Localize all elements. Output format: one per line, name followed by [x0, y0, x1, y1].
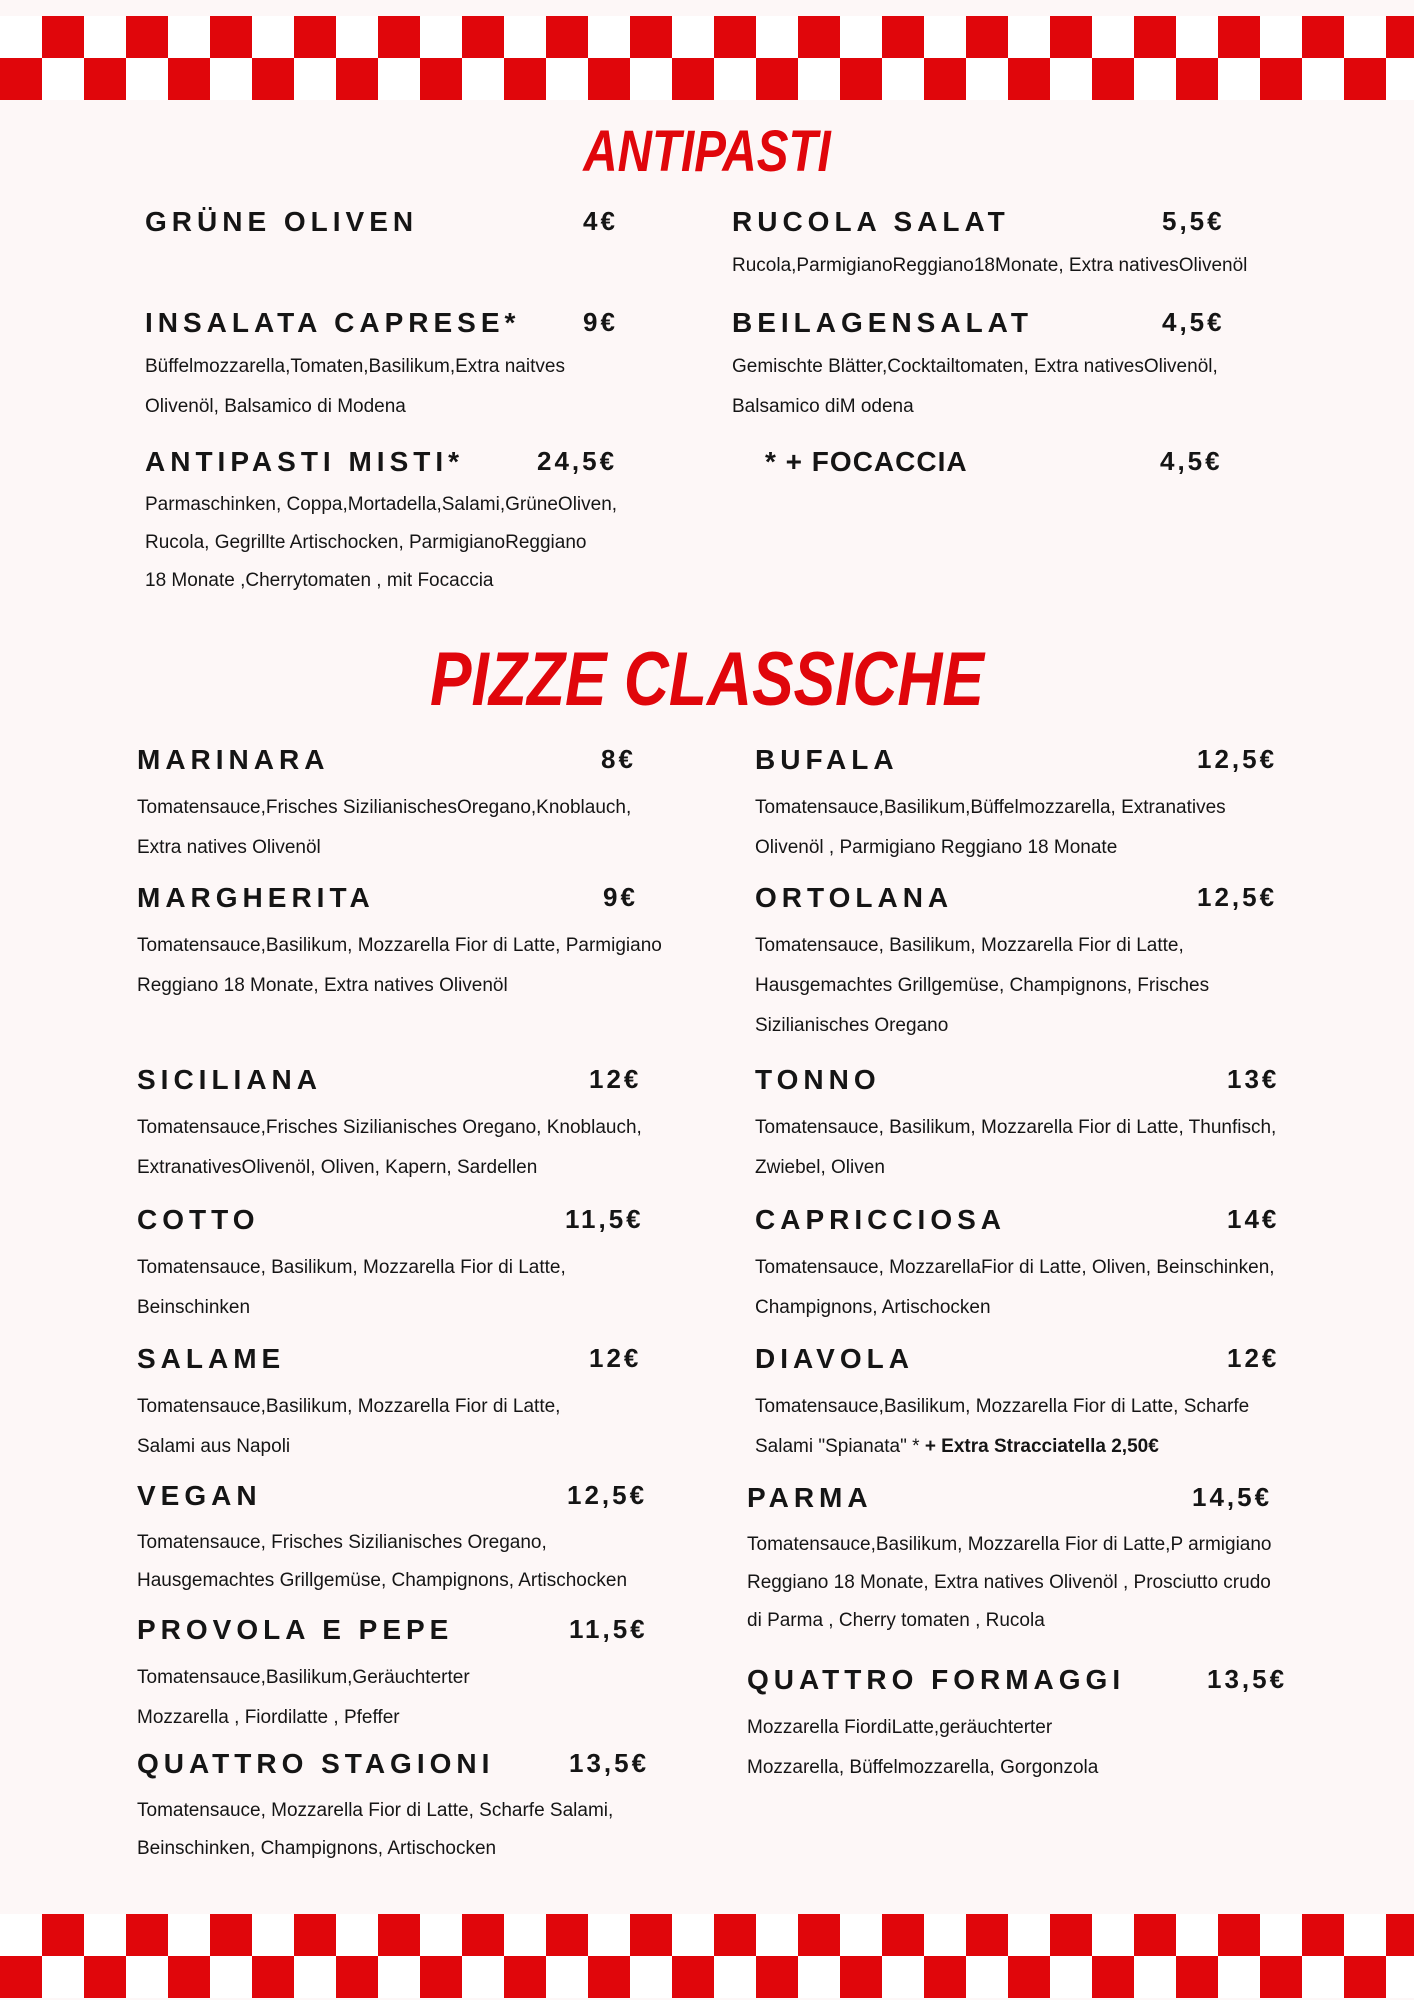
item-price: 13,5€ [569, 1748, 650, 1778]
item-price: 12€ [589, 1343, 642, 1373]
item-description: Tomatensauce,Basilikum, Mozzarella Fior di Latte,P armigiano Reggiano 18 Monate, Extra natives Olivenöl , Prosciutto crudo di Parma , Cherry tomaten , Rucola [747, 1534, 1272, 1631]
item-price: 11,5€ [565, 1204, 644, 1234]
item-description: Tomatensauce,Basilikum, Mozzarella Fior di Latte, Salami aus Napoli [137, 1396, 561, 1457]
item-name: CAPRICCIOSA [755, 1204, 1007, 1235]
item-description: Mozzarella FiordiLatte,geräuchterter Mozzarella, Büffelmozzarella, Gorgonzola [747, 1717, 1099, 1778]
item-name: ORTOLANA [755, 882, 954, 913]
item-name: PARMA [747, 1482, 873, 1513]
item-name: VEGAN [137, 1480, 262, 1511]
item-name: TONNO [755, 1064, 881, 1095]
item-price: 14,5€ [1192, 1482, 1273, 1512]
item-price: 13,5€ [1207, 1664, 1288, 1694]
item-name: DIAVOLA [755, 1343, 914, 1374]
item-name: MARINARA [137, 744, 330, 775]
item-description: Tomatensauce, Mozzarella Fior di Latte, Scharfe Salami, Beinschinken, Champignons, Artischocken [137, 1800, 614, 1859]
extra-topping-note: + Extra Stracciatella 2,50€ [924, 1436, 1159, 1457]
item-price: 4,5€ [1160, 446, 1223, 476]
item-price: 4€ [583, 206, 618, 236]
item-name: SALAME [137, 1343, 286, 1374]
item-description: Tomatensauce,Basilikum, Mozzarella Fior di Latte, Scharfe Salami "Spianata" * + Extra Stracciatella 2,50€ [755, 1396, 1250, 1457]
item-name: COTTO [137, 1204, 260, 1235]
antipasti-section-title: ANTIPASTI [583, 119, 831, 184]
item-description: Tomatensauce,Frisches Sizilianisches Oregano, Knoblauch, ExtranativesOlivenöl, Oliven, Kapern, Sardellen [137, 1117, 642, 1178]
item-name: GRÜNE OLIVEN [145, 206, 419, 237]
item-description: Tomatensauce, Basilikum, Mozzarella Fior di Latte, Hausgemachtes Grillgemüse, Champignons, Frisches Sizilianisches Oregano [755, 935, 1210, 1036]
item-description: Tomatensauce, Basilikum, Mozzarella Fior di Latte, Thunfisch, Zwiebel, Oliven [755, 1117, 1277, 1178]
item-description: Büffelmozzarella,Tomaten,Basilikum,Extra naitves Olivenöl, Balsamico di Modena [145, 356, 565, 417]
item-description: Tomatensauce, MozzarellaFior di Latte, Oliven, Beinschinken, Champignons, Artischocken [755, 1257, 1275, 1318]
item-description: Tomatensauce, Basilikum, Mozzarella Fior di Latte, Beinschinken [137, 1257, 566, 1318]
item-description: Gemischte Blätter,Cocktailtomaten, Extra nativesOlivenöl, Balsamico diM odena [732, 356, 1218, 417]
item-price: 5,5€ [1162, 206, 1225, 236]
item-price: 11,5€ [569, 1614, 648, 1644]
item-name: MARGHERITA [137, 882, 375, 913]
item-price: 24,5€ [537, 446, 618, 476]
item-description: Tomatensauce, Frisches Sizilianisches Oregano, Hausgemachtes Grillgemüse, Champignons, Artischocken [137, 1532, 628, 1591]
item-price: 12€ [1227, 1343, 1280, 1373]
item-price: 9€ [583, 307, 618, 337]
item-name: RUCOLA SALAT [732, 206, 1010, 237]
item-description: Tomatensauce,Basilikum,Büffelmozzarella, Extranatives Olivenöl , Parmigiano Reggiano 18 Monate [755, 797, 1226, 858]
item-name: BEILAGENSALAT [732, 307, 1033, 338]
item-description: Tomatensauce,Basilikum, Mozzarella Fior di Latte, Parmigiano Reggiano 18 Monate, Extra natives Olivenöl [137, 935, 662, 996]
item-name: PROVOLA E PEPE [137, 1614, 454, 1645]
item-price: 12,5€ [567, 1480, 648, 1510]
item-name: SICILIANA [137, 1064, 322, 1095]
item-description: Tomatensauce,Frisches SizilianischesOregano,Knoblauch, Extra natives Olivenöl [137, 797, 632, 858]
item-price: 12€ [589, 1064, 642, 1094]
item-description: Parmaschinken, Coppa,Mortadella,Salami,GrüneOliven, Rucola, Gegrillte Artischocken, ParmigianoReggiano 18 Monate ,Cherrytomaten , mit Focaccia [145, 494, 618, 591]
item-price: 4,5€ [1162, 307, 1225, 337]
item-price: 9€ [603, 882, 638, 912]
item-name: * + FOCACCIA [765, 446, 968, 477]
item-price: 13€ [1227, 1064, 1280, 1094]
item-price: 12,5€ [1197, 744, 1278, 774]
item-price: 14€ [1227, 1204, 1280, 1234]
item-name: QUATTRO FORMAGGI [747, 1664, 1126, 1695]
item-description: Tomatensauce,Basilikum,Geräuchterter Mozzarella , Fiordilatte , Pfeffer [137, 1667, 470, 1728]
item-price: 8€ [601, 744, 636, 774]
item-name: BUFALA [755, 744, 899, 775]
item-name: ANTIPASTI MISTI* [145, 446, 465, 477]
pizze-section-title: PIZZE CLASSICHE [429, 637, 985, 722]
item-name: QUATTRO STAGIONI [137, 1748, 495, 1779]
item-price: 12,5€ [1197, 882, 1278, 912]
item-name: INSALATA CAPRESE* [145, 307, 521, 338]
checkered-border-bottom [0, 1914, 1414, 1998]
checkered-border-top [0, 16, 1414, 100]
item-description: Rucola,ParmigianoReggiano18Monate, Extra nativesOlivenöl [732, 255, 1248, 276]
